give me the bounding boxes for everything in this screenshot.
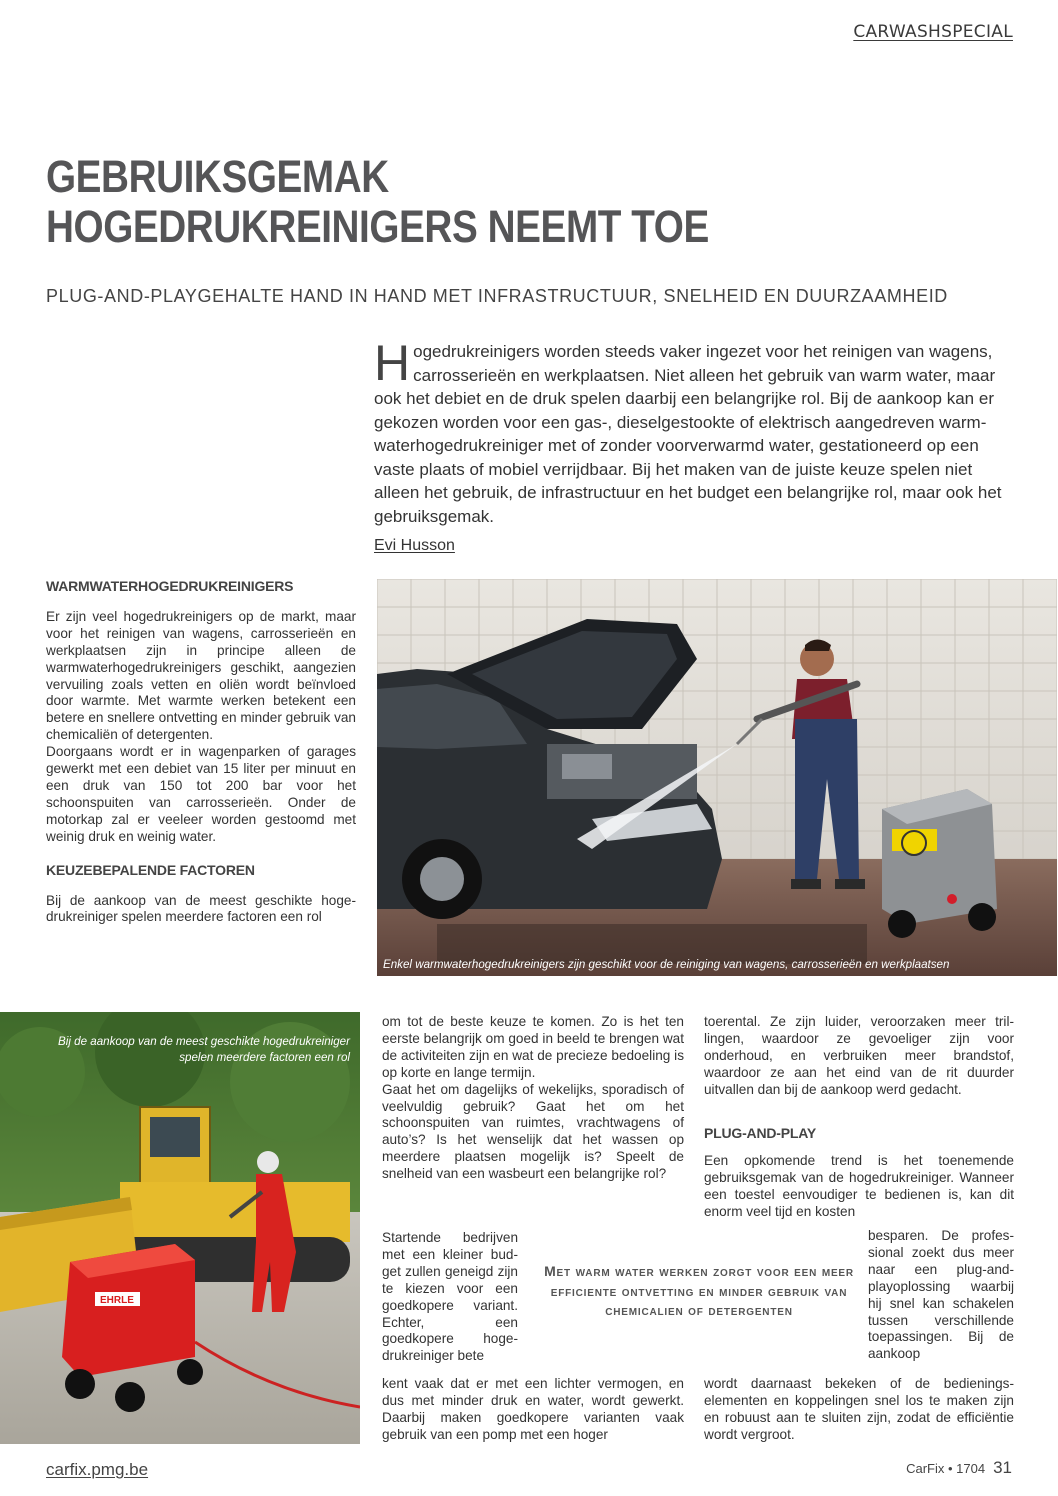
pull-quote: Met warm water werken zorgt voor een meer efficiente ontvetting en minder gebruik van chemicalien of detergenten xyxy=(544,1263,854,1318)
heading-warmwater: WARMWATERHOGEDRUKREINIGERS xyxy=(46,578,294,594)
main-photo xyxy=(377,579,1057,976)
intro-line: er gekozen worden voor een gas-, dieselgestookte of elektrisch aangedreven warm- xyxy=(374,389,994,432)
machine-brand-label: EHRLE xyxy=(100,1295,134,1306)
intro-line: vaste plaats of mobiel verrijdbaar. Bij het maken van de juiste keuze spelen niet xyxy=(374,459,973,479)
middle-column-bottom xyxy=(382,1376,684,1444)
right-column xyxy=(704,1014,1014,1221)
intro-line: het gebruiksgemak. xyxy=(374,483,1002,526)
article-title xyxy=(46,152,820,252)
paragraph: Gaat het om dagelijks of wekelijks, sporadisch of veelvuldig gebruik? Gaat het om het schoonspuiten van ruimtes, vrachtwagens of auto’s? Is het wenselijk dat het wassen op meerdere plaatsen mogelijk is? Speelt de snelheid van een wasbeurt een belangrijke rol? xyxy=(382,1081,684,1182)
publication-label: CarFix • 1704 xyxy=(906,1461,986,1476)
title-line-1: GEBRUIKSGEMAK xyxy=(46,151,389,202)
section-tag: CARWASHSPECIAL xyxy=(853,22,1013,42)
secondary-photo xyxy=(0,1012,360,1444)
paragraph: besparen. De professional zoekt dus meer naar een plug-and-playoplossing waarbij hij snel kan schakelen tussen verschillende toepassingen. Bij de aankoop xyxy=(868,1228,1014,1362)
author-byline[interactable]: Evi Husson xyxy=(374,537,455,554)
intro-line: ook het debiet en de druk spelen daarbij een belangrijke rol. Bij de aankoop kan xyxy=(374,389,975,408)
main-photo-caption: Enkel warmwaterhogedrukreinigers zijn geschikt voor de reiniging van wagens, carrosserieën en werkplaatsen xyxy=(383,958,950,971)
intro-dropcap: H xyxy=(374,335,411,391)
paragraph: Doorgaans wordt er in wagenparken of garages gewerkt met een debiet van 15 liter per minuut en een druk van 150 tot 200 bar voor het schoonspuiten van carrosserieën. Onder de motorkap zal er veeleer worden gestoomd met weinig druk en weinig water. xyxy=(46,744,356,844)
right-column-narrow xyxy=(868,1228,1014,1363)
article-subtitle: PLUG-AND-PLAYGEHALTE HAND IN HAND MET INFRASTRUCTUUR, SNELHEID EN DUURZAAMHEID xyxy=(46,286,948,306)
footer-url-link[interactable]: carfix.pmg.be xyxy=(46,1460,149,1479)
intro-line: ogedrukreinigers worden steeds vaker ingezet voor het reinigen van wagens, xyxy=(413,342,993,361)
paragraph: Startende bedrijven met een kleiner budget zullen geneigd zijn te kiezen voor een goedkopere variant. Echter, een goedkopere hogedrukreiniger bete xyxy=(382,1230,518,1364)
intro-line: alleen het gebruik, de infrastructuur en het budget een belangrijke rol, maar ook xyxy=(374,483,974,502)
bulldozer-illustration xyxy=(0,1012,360,1444)
footer-info xyxy=(906,1458,1012,1478)
paragraph: om tot de beste keuze te komen. Zo is het ten eerste belangrijk om goed in beeld te brengen wat de activiteiten zijn en wat de precieze bedoeling is op korte en lange termijn. xyxy=(382,1014,684,1080)
heading-keuze: KEUZEBEPALENDE FACTOREN xyxy=(46,861,255,878)
car-wash-illustration xyxy=(377,579,1057,976)
heading-plug-and-play: PLUG-AND-PLAY xyxy=(704,1124,816,1141)
left-column xyxy=(46,578,356,926)
middle-column xyxy=(382,1014,684,1183)
right-column-bottom xyxy=(704,1376,1014,1444)
intro-line: waterhogedrukreiniger met of zonder voorverwarmd water, gestationeerd op een xyxy=(374,436,979,455)
paragraph: wordt daarnaast bekeken of de bedieningselementen en koppelingen snel los te maken zijn en robuust aan te sluiten zijn, zodat de efficiëntie wordt vergroot. xyxy=(704,1376,1014,1442)
title-line-2: HOGEDRUKREINIGERS NEEMT TOE xyxy=(46,201,709,252)
article-intro xyxy=(374,335,1014,528)
paragraph: kent vaak dat er met een lichter vermogen, en dus met minder druk en water, wordt gewerkt. Daarbij maken goedkopere varianten vaak gebruik van een pomp met een hoger xyxy=(382,1376,684,1442)
page-number: 31 xyxy=(993,1458,1012,1477)
paragraph: toerental. Ze zijn luider, veroorzaken meer trillingen, waardoor ze gevoeliger zijn voor onderhoud, en verbruiken meer brandstof, waardoor ze aan het eind van de rit duurder uitvallen dan bij de aankoop werd gedacht. xyxy=(704,1014,1014,1097)
intro-line: carrosserieën en werkplaatsen. Niet alleen het gebruik van warm water, maar xyxy=(413,365,996,385)
secondary-photo-caption: Bij de aankoop van de meest geschikte hogedrukreiniger spelen meerdere factoren een rol xyxy=(58,1035,350,1064)
paragraph: Er zijn veel hogedrukreinigers op de markt, maar voor het reinigen van wagens, carrosserieën en werkplaatsen zijn in principe alleen de warmwaterhogedrukreinigers geschikt, aangezien vervuiling zoals vetten en oliën wordt beïnvloed door warmte. Met warmte werken betekent een betere en snellere ontvetting en minder gebruik van chemicaliën of detergenten. xyxy=(46,608,356,743)
middle-column-narrow xyxy=(382,1230,518,1365)
paragraph: Een opkomende trend is het toenemende gebruiksgemak van de hogedrukreiniger. Wanneer een toestel eenvoudiger te bedienen is, kan dit enorm veel tijd en kosten xyxy=(704,1153,1014,1220)
paragraph: Bij de aankoop van de meest geschikte hogedrukreiniger spelen meerdere factoren een rol xyxy=(46,892,356,925)
